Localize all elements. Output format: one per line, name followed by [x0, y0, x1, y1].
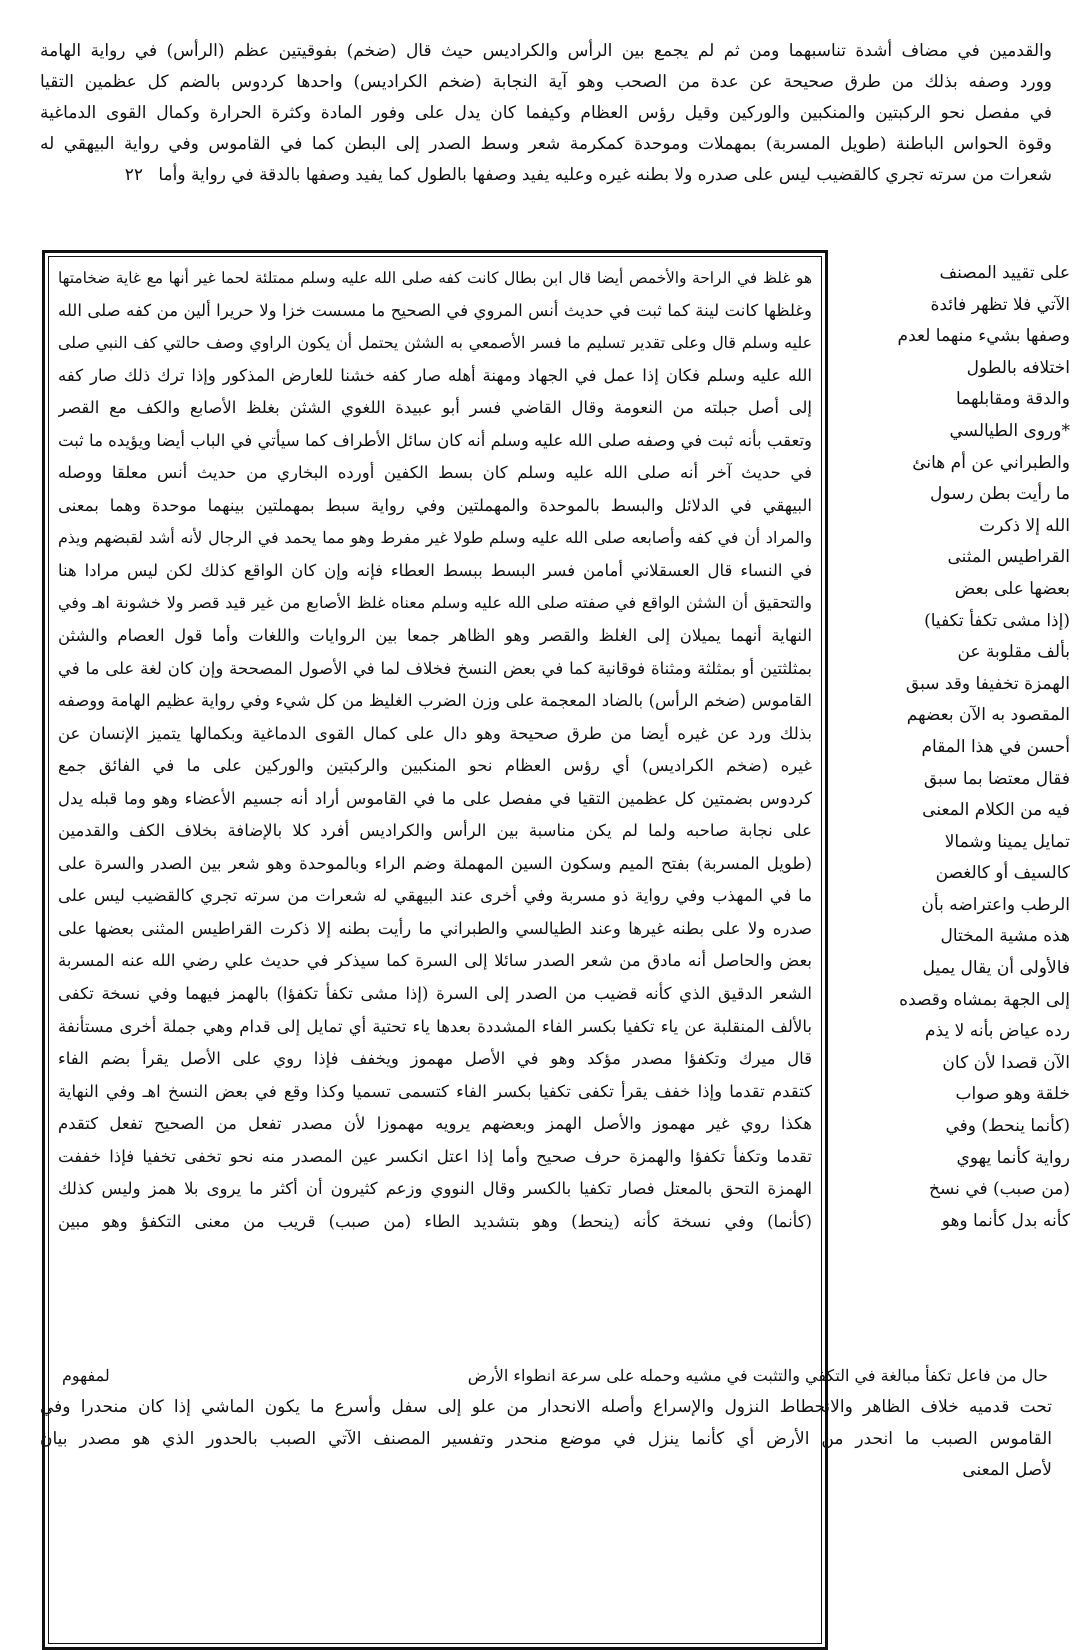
- margin-line: والدقة ومقابلهما: [956, 389, 1070, 410]
- bottom-commentary: [40, 1392, 1052, 1487]
- margin-line: رده عياض بأنه لا يذم: [925, 1021, 1070, 1042]
- margin-line: على تقييد المصنف: [939, 263, 1070, 283]
- margin-line: إلى الجهة بمشاه وقصده: [899, 989, 1070, 1010]
- main-text: [58, 262, 812, 1238]
- margin-line: (كأنما ينحط) وفي: [945, 1116, 1070, 1137]
- text-line: بالألف المنقلبة عن ياء تكفيا بكسر الفاء المشددة بعدها ياء تحتية أي تمايل إلى قدام وهي جملة أخرى مستأنفة: [58, 1016, 812, 1036]
- text-line: غيره (ضخم الكراديس) أي رؤس العظام نحو المنكبين والركبتين والوركين على ما في الفائق جمع: [58, 756, 812, 776]
- text-line: وورد وصفه بذلك من طرق صحيحة عن عدة من الصحب وهو آية النجابة (ضخم الكراديس) واحدها كردوس بالضم كل عظمين التقيا: [40, 72, 1052, 92]
- text-line: (كأنما) وفي نسخة كأنه (ينحط) وهو بتشديد الطاء (من صبب) قريب من معنى التكفؤ وهو مبين: [58, 1211, 812, 1231]
- text-line: والقدمين في مضاف أشدة تناسبهما ومن ثم لم يجمع بين الرأس والكراديس حيث قال (ضخم) بفوقيتين عظم (الرأس) في رواية الهامة: [40, 41, 1052, 61]
- margin-line: فالأولى أن يقال يميل: [922, 958, 1070, 979]
- margin-line: (من صبب) في نسخ: [929, 1179, 1070, 1200]
- margin-line: أحسن في هذا المقام: [921, 736, 1070, 757]
- text-line-start: شعرات من سرته تجري كالقضيب ليس على صدره ولا بطنه غيره وعليه يفيد وصفها بالطول كما يفيد وصفها بالدقة في رواية وأما: [158, 165, 1052, 185]
- margin-line: والطبراني عن أم هانئ: [912, 452, 1070, 473]
- text-line: تحت قدميه خلاف الظاهر والانحطاط النزول والإسراع وأصله الانحدار من علو إلى سفل وأسرع ما يكون الماشي إذا كان منحدرا وفي: [40, 1397, 1052, 1417]
- text-line: الهمزة التحق بالمعتل فصار تكفيا بالكسر وقال النووي وزعم كثيرون أن أكثر ما يروى بلا همز وليس كذلك: [58, 1179, 812, 1199]
- text-line: كتقدم تقدما وإذا خفف يقرأ تكفى تكفيا بكسر الفاء كتسمى تسميا وكذا وقع في بعض النسخ اهـ وفي النهاية: [58, 1081, 812, 1101]
- text-line: وغلظها كانت لينة كما ثبت في حديث أنس المروي في الصحيح ما مسست خزا ولا حريرا ألين من كفه صلى الله: [58, 300, 812, 320]
- margin-line: اختلافه بالطول: [966, 357, 1070, 378]
- text-line: في حديث آخر أنه صلى الله عليه وسلم كان بسط الكفين أورده البخاري من حديث أنس معلقا ووصله: [58, 463, 812, 483]
- text-line: هكذا روي غير مهموز والأصل الهمز وبعضهم يرويه مهموزا لأن مصدر تفعل من الصحيح تفعل كتقدم: [58, 1114, 812, 1134]
- text-line: ما في المهذب وفي رواية ذو مسربة وفي أخرى عند البيهقي له شعرات من سرته تجري كالقضيب ليس على: [58, 886, 812, 906]
- catchword: لمفهوم: [62, 1366, 110, 1385]
- text-line: هو غلظ في الراحة والأخمص أيضا قال ابن بطال كانت كفه صلى الله عليه وسلم ممتلئة لحما غير أنها مع غاية ضخامتها: [58, 269, 812, 287]
- margin-line: تمايل يمينا وشمالا: [944, 831, 1070, 852]
- text-line: تقدما وتكفأ تكفؤا والهمزة حرف صحيح وأما إذا اعتل انكسر عين المصدر منه نحو تخفى تخفيا فإذا خففت: [58, 1146, 812, 1166]
- margin-line: فقال معتضا بما سبق: [923, 768, 1070, 789]
- margin-line: ما رأيت بطن رسول: [929, 484, 1070, 505]
- margin-line: الرطب واعتراضه بأن: [921, 894, 1070, 915]
- text-line: وتعقب بأنه ثبت في وصفه صلى الله عليه وسلم أنه كان سائل الأطراف كما سيأتي في الباب أيضا ويؤيده ما ثبت: [58, 430, 812, 450]
- margin-line: خلقة وهو صواب: [955, 1084, 1070, 1105]
- margin-line: المقصود به الآن بعضهم: [906, 705, 1070, 726]
- margin-line: فيه من الكلام المعنى: [922, 800, 1070, 821]
- text-line: الله عليه وسلم فكان إذا عمل في الجهاد ومهنة أهله صار كفه خشنا للعارض المذكور وإذا ترك ذلك صار كفه: [58, 365, 812, 385]
- text-line: لأصل المعنى: [962, 1460, 1052, 1480]
- text-line: في مفصل نحو الركبتين والمنكبين والوركين وقيل رؤس العظام وكيفما كان يدل على وفور المادة وكثرة الحرارة وكمال القوى الدماغية: [40, 103, 1052, 123]
- margin-line: الآن قصدا لأن كان: [942, 1052, 1070, 1073]
- margin-line: *وروى الطيالسي: [949, 420, 1070, 441]
- margin-line: كأنه بدل كأنما وهو: [941, 1210, 1070, 1231]
- page-number: ٢٢: [124, 165, 143, 185]
- margin-line: هذه مشية المختال: [940, 926, 1070, 947]
- text-line: صدره ولا على بطنه غيرها وعند الطيالسي والطبراني ما رأيت بطنه إلا ذكرت القراطيس المثنى بعضها على: [58, 918, 812, 938]
- text-line: عليه وسلم قال وعلى تقدير تسليم ما فسر الأصمعي به الشثن يحتمل أن يكون الراوي وصف حالتي كف النبي صلى: [58, 333, 812, 353]
- text-line: (طويل المسربة) بفتح الميم وسكون السين المهملة وضم الراء وبالموحدة وهو شعر بين الصدر والسرة على: [58, 853, 812, 873]
- margin-line: وصفها بشيء منهما لعدم: [897, 326, 1070, 347]
- text-line: الشعر الدقيق الذي كأنه قضيب من الصدر إلى السرة (إذا مشى تكفأ تكفؤا) بالهمز فيهما وفي نسخة تكفى: [58, 984, 812, 1004]
- text-line: القاموس (ضخم الرأس) بالضاد المعجمة على وزن الضرب الغليظ من كل شيء وفي رواية عظيم الهامة ووصفه: [58, 691, 812, 711]
- margin-line: القراطيس المثنى: [947, 547, 1070, 568]
- text-line: بمثلثتين أو بمثلثة ومثناة فوقانية كما في بعض النسخ فخلاف لما في الأصول المصححة وإن كان لغة على ما في: [58, 658, 812, 678]
- text-line: كردوس بضمتين كل عظمين التقيا في مفصل على ما في القاموس أراد أنه جسيم الأعضاء وهو وما قبله يدل: [58, 788, 812, 808]
- margin-line: الهمزة تخفيفا وقد سبق: [905, 673, 1070, 694]
- text-line: على نجابة صاحبه ولما لم يكن مناسبة بين الرأس والكراديس أفرد كلا بالإضافة بخلاف الكف والقدمين: [58, 821, 812, 841]
- text-line: النهاية أنهما يميلان إلى الغلظ والقصر وهو الظاهر جمعا بين الروايات واللغات وأما قول العصام والشثن: [58, 626, 812, 646]
- margin-commentary: [858, 258, 1070, 1237]
- text-line: في النساء قال العسقلاني أمامن فسر البسط ببسط العطاء فإنه وإن كان الواقع كذلك لكن ليس مرادا هنا: [58, 560, 812, 580]
- text-line: والمراد أن في كفه وأصابعه صلى الله عليه وسلم طولا غير مفرط وهو مما يحمد في الرجال لأنه أشد لقبضهم ويذم: [58, 528, 812, 548]
- margin-line: الله إلا ذكرت: [979, 515, 1070, 536]
- text-line: والتحقيق أن الشثن الواقع في صفته صلى الله عليه وسلم معناه غلظ الأصابع من غير قيد قصر ولا خشونة اهـ وفي: [58, 593, 812, 613]
- continuation-line: [40, 1364, 1048, 1388]
- margin-line: (إذا مشى تكفأ تكفيا): [924, 610, 1070, 631]
- text-line: البيهقي في الدلائل والبسط بالموحدة والمهملتين وفي رواية سبط بمهملتين بينهما موحدة وهما بمعنى: [58, 495, 812, 515]
- text-line: بذلك ورد عن غيره أيضا من طرق صحيحة وهو دال على كمال القوى الدماغية وبكمالها يتميز الإنسان عن: [58, 723, 812, 743]
- margin-line: رواية كأنما يهوي: [956, 1147, 1070, 1168]
- text-line: وقوة الحواس الباطنة (طويل المسربة) بمهملات وموحدة كمكرمة شعر وسط الصدر إلى البطن كما في القاموس وفي رواية البيهقي له: [40, 134, 1052, 154]
- text-line: [40, 160, 1052, 191]
- text-line: بعض والحاصل أنه مادق من شعر الصدر سائلا إلى السرة كما سيذكر في حديث علي رضي الله عنه المسربة: [58, 951, 812, 971]
- text-line: القاموس الصبب ما انحدر من الأرض أي كأنما ينزل في موضع منحدر وتفسير المصنف الآتي الصبب بالحدور الذي هو مصدر بيان: [40, 1428, 1052, 1449]
- margin-line: بألف مقلوبة عن: [957, 642, 1070, 663]
- top-commentary: [40, 36, 1052, 191]
- continuation-text: حال من فاعل تكفأ مبالغة في التكفي والتثبت في مشيه وحمله على سرعة انطواء الأرض: [467, 1366, 1048, 1385]
- margin-line: الآتي فلا تظهر فائدة: [930, 294, 1070, 315]
- text-line: إلى أصل جبلته من النعومة وقال القاضي فسر أبو عبيدة اللغوي الشثن بغلظ الأصابع والكف مع القصر: [58, 398, 812, 418]
- margin-line: كالسيف أو كالغصن: [935, 863, 1070, 884]
- margin-line: بعضها على بعض: [954, 578, 1070, 599]
- text-line: قال ميرك وتكفؤا مصدر مؤكد وهو في الأصل مهموز ويخفف فإذا روي على الأصل يقرأ بضم الفاء: [58, 1049, 812, 1069]
